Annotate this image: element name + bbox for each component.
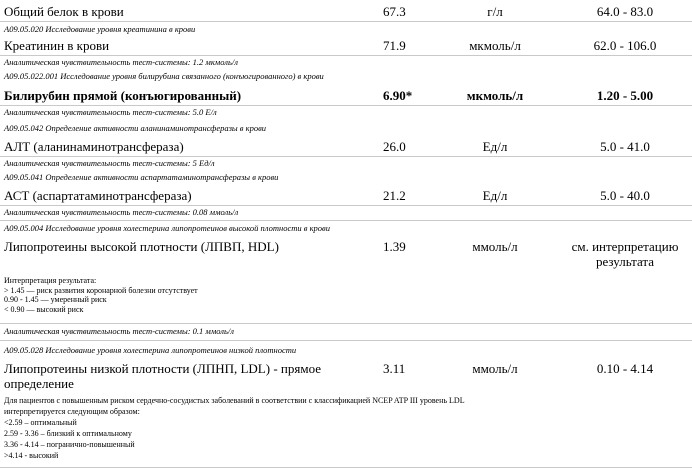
sensitivity-ast: Аналитическая чувствительность тест-системы: 0.08 ммоль/л (0, 205, 692, 219)
test-name: Липопротеины низкой плотности (ЛПНП, LDL) - прямое определение (4, 361, 322, 391)
test-range: 62.0 - 106.0 (593, 38, 657, 53)
test-code-hdl: А09.05.004 Исследование уровня холестерина липопротеинов высокой плотности в крови (0, 220, 692, 234)
test-range: 1.20 - 5.00 (596, 88, 654, 103)
test-code-alt: А09.05.042 Определение активности аланинаминотрансферазы в крови (4, 123, 267, 133)
test-unit: ммоль/л (472, 239, 518, 254)
result-row-ast (0, 188, 692, 204)
test-range: 64.0 - 83.0 (596, 4, 654, 19)
table-bottom-border (0, 467, 692, 468)
result-row-hdl (0, 239, 692, 271)
test-unit: мкмоль/л (469, 38, 521, 53)
test-value: 1.39 (383, 239, 406, 254)
result-row-bilirubin (0, 88, 692, 104)
test-value: 67.3 (383, 4, 406, 19)
result-row-alt (0, 139, 692, 155)
result-row-ldl (0, 361, 692, 393)
test-value: 21.2 (383, 188, 406, 203)
test-name: Общий белок в крови (4, 4, 124, 19)
sensitivity-alt: Аналитическая чувствительность тест-системы: 5 Ед/л (0, 156, 692, 170)
test-value: 71.9 (383, 38, 406, 53)
result-row-total-protein (0, 4, 692, 20)
test-name: Билирубин прямой (конъюгированный) (4, 88, 242, 103)
test-unit: мкмоль/л (466, 88, 524, 103)
interpretation-hdl: Интерпретация результата: > 1.45 — риск развития коронарной болезни отсутствует 0.90 - 1.45 — умеренный риск < 0.90 — высокий риск (4, 276, 198, 314)
test-code-bilirubin: А09.05.022.001 Исследование уровня билирубина связанного (конъюгированного) в крови (4, 71, 324, 81)
test-range: 5.0 - 40.0 (600, 188, 650, 203)
test-code-ldl: А09.05.028 Исследование уровня холестерина липопротеинов низкой плотности (0, 340, 692, 354)
sensitivity-creatinine: Аналитическая чувствительность тест-системы: 1.2 мкмоль/л (0, 55, 692, 69)
test-unit: ммоль/л (472, 361, 518, 376)
test-code-ast: А09.05.041 Определение активности аспартатаминотрансферазы в крови (4, 172, 279, 182)
sensitivity-bilirubin: Аналитическая чувствительность тест-системы: 5.0 Е/л (0, 105, 692, 119)
test-name: Липопротеины высокой плотности (ЛПВП, HDL) (4, 239, 279, 254)
test-unit: Ед/л (482, 188, 508, 203)
interpretation-ldl: Для пациентов с повышенным риском сердечно-сосудистых заболеваний в соответствии с классификацией NCEP ATP III уровень LDL интерпретируется следующим образом: <2.59 – оптимальный 2.59 - 3.36 – близкий к оптимальному 3.36 - 4.14 – погранично-повышенный >4.14 - высокий (4, 396, 465, 460)
test-name: АСТ (аспартатаминотрансфераза) (4, 188, 192, 203)
sensitivity-hdl: Аналитическая чувствительность тест-системы: 0.1 ммоль/л (0, 323, 692, 337)
test-name: АЛТ (аланинаминотрансфераза) (4, 139, 184, 154)
test-name: Креатинин в крови (4, 38, 110, 53)
test-range: 5.0 - 41.0 (600, 139, 650, 154)
test-range: 0.10 - 4.14 (596, 361, 654, 376)
test-unit: г/л (487, 4, 503, 19)
test-value: 3.11 (383, 361, 406, 376)
test-code-creatinine: А09.05.020 Исследование уровня креатинина в крови (0, 21, 692, 35)
result-row-creatinine (0, 38, 692, 54)
test-value: 26.0 (383, 139, 406, 154)
test-range: см. интерпретацию результата (571, 239, 679, 269)
test-value-abnormal: 6.90* (383, 88, 413, 103)
test-unit: Ед/л (482, 139, 508, 154)
